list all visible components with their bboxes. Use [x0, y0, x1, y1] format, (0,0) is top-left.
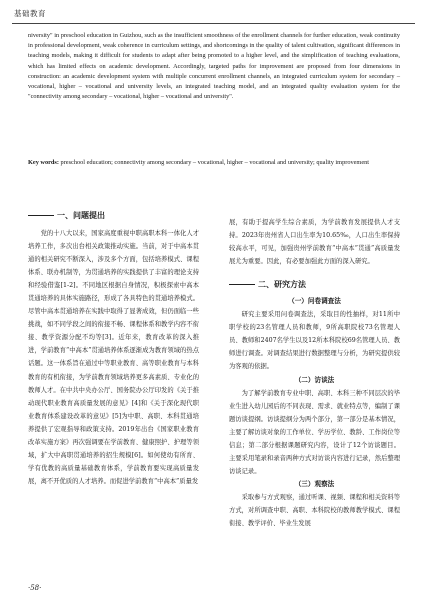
intro-continued-paragraph: 展，有助于提高学生综合素质，为学前教育发展提供人才支持。2023年贵州省人口出生率为10.65‰，人口出生率保持较高水平，可见，加强贵州学前教育“中高本”贯通”高质量发展尤为重要。因此，有必要加强此方面的深入研究。 [229, 219, 400, 266]
abstract-text: niversity" in preschool education in Guizhou, such as the insufficient smoothness of the enrollment channels for further education, weak continuity in professional development, weak coherence in curriculum settings, and shortcomings in the quality of talent cultivation, significant differences in teaching models, making it difficult for students to adapt after being promoted to a higher level, and the simplification of teaching evaluations, which has limited effects on academic development. Accordingly, targeted paths for improvement are proposed from four dimensions in construction: an academic development system with multiple concurrent enrollment channels, an integrated curriculum system for secondary – vocational, higher – vocational and university levels, an integrated teaching model, and an integrated quality evaluation system for the "connectivity among secondary – vocational, higher – vocational and university". [28, 32, 400, 101]
abstract [28, 31, 400, 102]
subheading-interview: （二）访谈法 [294, 375, 335, 384]
keywords-label: Key words: [28, 159, 59, 166]
heading-rule [229, 284, 255, 285]
keywords-text: preschool education; connectivity among secondary – vocational, higher – vocational and university; quality improvement [60, 159, 370, 166]
survey-paragraph: 研究主要采用问卷调查法，采取目的性抽样，对11所中职学校的23名管理人员和教师，9所高职院校73名管理人员、教师和2407名学生以及12所本科院校69名管理人员、教师进行调查。对调查结果进行数据整理与分析，为研究提供较为客观的依据。 [229, 311, 400, 371]
left-column [28, 227, 199, 488]
section-heading-2 [229, 278, 400, 291]
observation-paragraph: 采取参与方式观察，通过听课、视频、课程和相关资料等方式，对所调查中职、高职、本科院校的教师教学模式、课程衔接、教学评价、毕业生发展 [229, 493, 400, 528]
section-heading-1 [28, 210, 105, 221]
section-heading-1-text: 一、问题提出 [57, 211, 105, 220]
journal-header: 基础教育 [14, 9, 46, 18]
heading-rule [28, 215, 54, 216]
keywords [28, 158, 400, 168]
intro-paragraph: 党的十八大以来，国家高度重视中职高职本科一体化人才培养工作，多次出台相关政策推动实施。当前，对于中高本贯通的相关研究不断深入，涉及多个方面，包括培养模式、课程体系、联办机制等，为贯通培养的实践提供了丰富的理论支持和经验借鉴[1-2]。不同地区根据自身情况，积极探索中高本贯通培养的具体实施路径，形成了各具特色的贯通培养模式。尽管中高本贯通培养在实践中取得了显著成效，但仍面临一些挑战，如不同学段之间的衔接不畅、课程体系和教学内容不衔接、教学资源分配不均等[3]。近年来，教育改革的深入推进，学前教育“中高本”贯通培养体系逐渐成为教育领域的热点话题。这一体系旨在通过中等职业教育、高等职业教育与本科教育的有机衔接，为学前教育领域培养更多高素质、专业化的教师人才。在中共中央办公厅、国务院办公厅印发的《关于推动现代职业教育高质量发展的意见》[4]和《关于深化现代职业教育体系建设改革的意见》[5]为中职、高职、本科贯通培养提供了宏观指导和政策支持。2019年出台《国家职业教育改革实施方案》再次强调要在学前教育、健康照护、护理等领域，扩大中高职贯通培养的招生规模[6]。如何使幼有所育、学有优教的高质量基础教育体系，学前教育要实现高质量发展，离不开优质的人才培养。而促进学前教育“中高本”质量发 [28, 230, 199, 485]
subheading-observation: （三）观察法 [294, 479, 335, 488]
right-column [229, 216, 400, 530]
subheading-survey: （一）问卷调查法 [288, 297, 341, 306]
page-number: ·58· [28, 584, 42, 592]
section-heading-2-text: 二、研究方法 [258, 280, 306, 290]
header-divider [12, 23, 415, 24]
interview-paragraph: 为了解学前教育专业中职、高职、本科三种不同层次的毕业生进入幼儿园后的不同表现、需求、就业特点等，编制了课题访谈提纲。访谈提纲分为两个部分，第一部分是基本情况，主要了解访谈对象的工作单位、学历学位、教龄、工作岗位等信息；第二部分根据课题研究内容，设计了12个访谈题目。主要采用笔录和录音两种方式对访谈内容进行记录，然后整理访谈记录。 [229, 389, 400, 475]
